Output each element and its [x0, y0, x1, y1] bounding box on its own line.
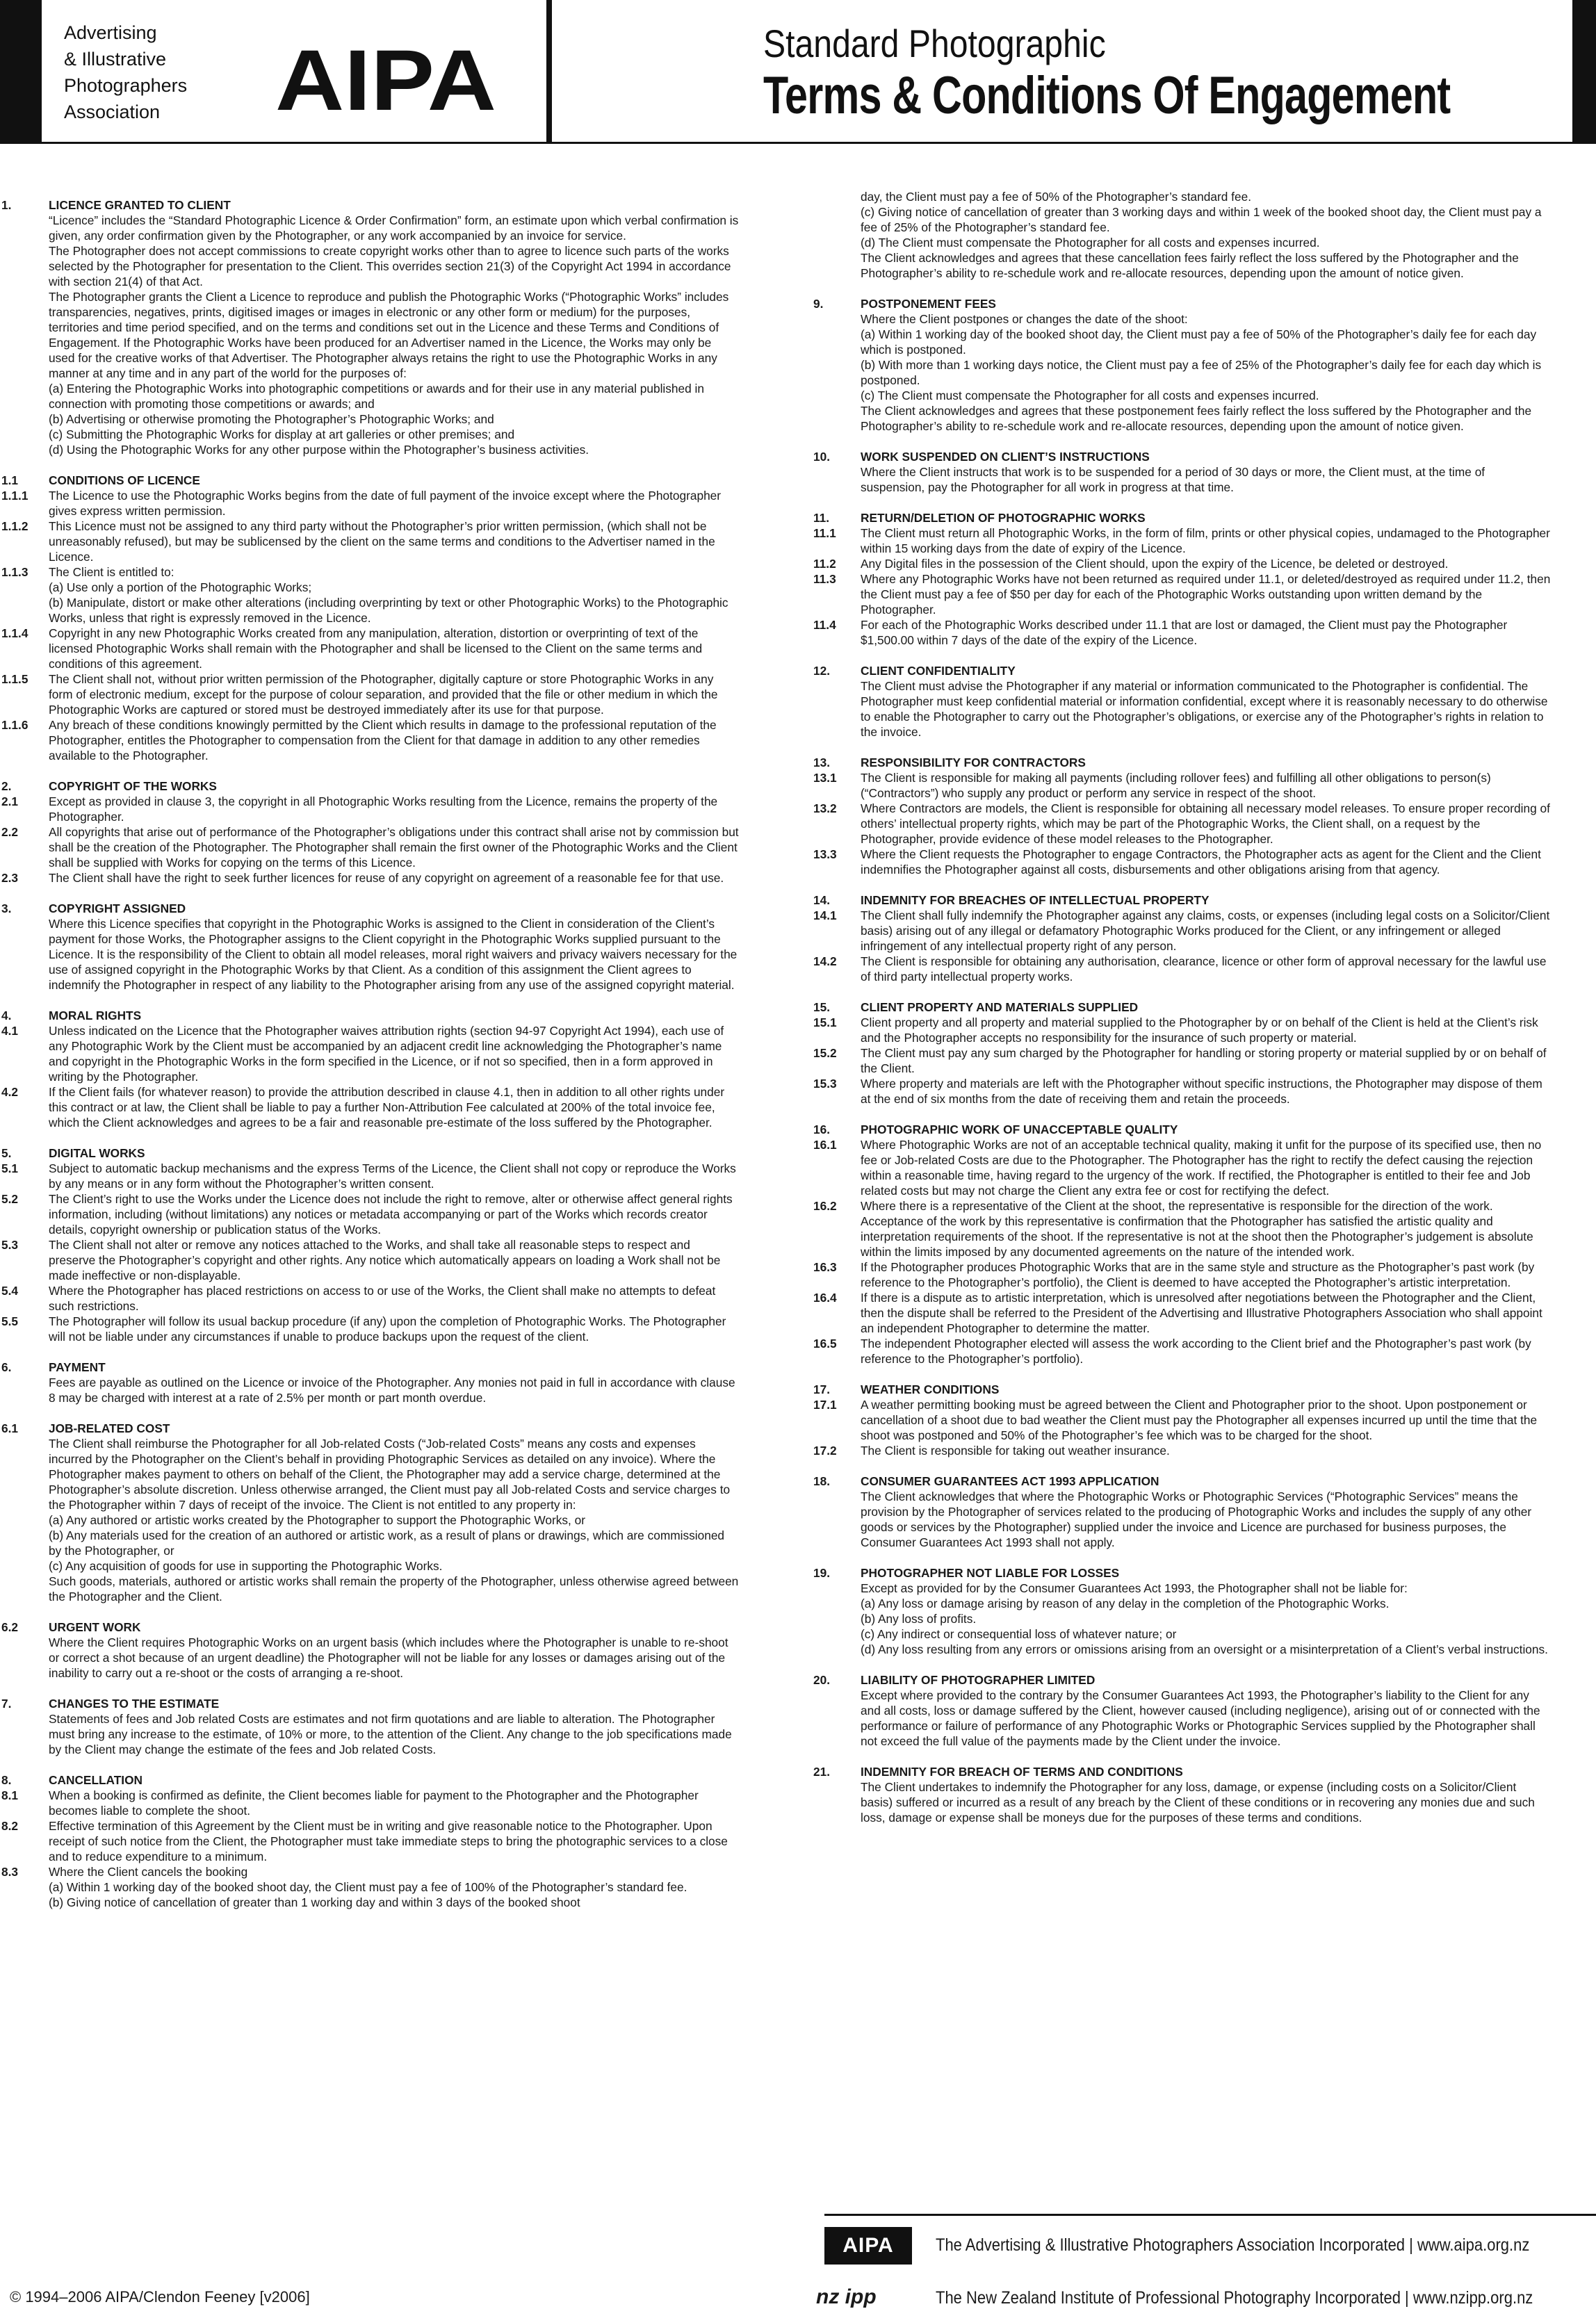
clause-number: 1.1	[1, 473, 19, 487]
clause-title: RESPONSIBILITY FOR CONTRACTORS	[861, 756, 1086, 769]
aipa-logo	[275, 46, 498, 113]
clause-paragraph: (b) With more than 1 working days notice, the Client must pay a fee of 25% of the Photographer’s daily fee for each day which is postponed.	[861, 358, 1542, 387]
clause-number: 6.	[1, 1360, 12, 1374]
clause-section	[813, 1672, 1552, 1749]
clause-title: CONDITIONS OF LICENCE	[49, 473, 200, 487]
clause-paragraph: (c) Submitting the Photographic Works for display at art galleries or other premises; and	[49, 427, 515, 441]
subclause-number: 16.3	[813, 1260, 837, 1274]
subclause	[813, 1259, 1552, 1290]
clause-paragraph: (d) The Client must compensate the Photographer for all costs and expenses incurred.	[861, 236, 1320, 250]
clause-paragraph: (a) Any loss or damage arising by reason of any delay in the completion of the Photographic Works.	[861, 1597, 1390, 1610]
footer-aipa-line: The Advertising & Illustrative Photographers Association Incorporated | www.aipa.org.nz	[936, 2235, 1530, 2255]
subclause-number: 5.1	[1, 1161, 19, 1175]
clause-paragraph: Such goods, materials, authored or artistic works shall remain the property of the Photographer, unless otherwise agreed between the Photographer and the Client.	[49, 1574, 739, 1604]
aipa-logo-text: AIPA	[275, 46, 496, 113]
clause-number: 18.	[813, 1474, 831, 1488]
clause-number: 17.	[813, 1382, 831, 1396]
clause-paragraph: The Client acknowledges that where the Photographic Works or Photographic Services (“Photographic Services” means the provision by the Photographer of services related to the producing of Photographic Works and includes the supply of any other goods or services by the Photographer) supplied under the invoice and Licence are purchased for business purposes, the Consumer Guarantees Act 1993 shall not apply.	[861, 1490, 1532, 1549]
subclause-text: The Client shall have the right to seek further licences for reuse of any copyright on agreement of a reasonable fee for that use.	[49, 871, 724, 885]
subclause-text: Copyright in any new Photographic Works created from any manipulation, alteration, distortion or overprinting of text of the licensed Photographic Works shall remain with the Photographer and shall be licensed to the Client on the same terms and conditions of this agreement.	[49, 626, 703, 671]
clause-heading	[1, 901, 740, 916]
subclause	[1, 626, 740, 671]
footer-aipa-logo: AIPA	[824, 2227, 912, 2265]
clause-heading	[1, 1360, 740, 1375]
subclause-number: 13.3	[813, 847, 837, 861]
subclause	[813, 770, 1552, 801]
clause-heading	[813, 663, 1552, 678]
clause-heading	[813, 755, 1552, 770]
subclause	[1, 1818, 740, 1864]
clause-section	[813, 189, 1552, 281]
subclause-number: 11.3	[813, 572, 836, 586]
subclause-number: 1.1.6	[1, 718, 28, 732]
subclause-number: 13.2	[813, 801, 837, 815]
clause-paragraph: The Client shall reimburse the Photographer for all Job-related Costs (“Job-related Costs” means any costs and expenses incurred by the Photographer on the Client’s behalf in providing Photographic Services as detailed on any invoice). Where the Photographer makes payment to others on behalf of the Client, the Photographer may add a service charge, determined at the Photographer’s absolute discretion. Unless otherwise arranged, the Client must pay all Job-related Costs and service charges to the Photographer within 7 days of receipt of the invoice. The Client is not entitled to any property in:	[49, 1437, 731, 1512]
doc-title-line1: Standard Photographic	[763, 22, 1106, 65]
subclause-text: The Client shall not, without prior written permission of the Photographer, digitally capture or store Photographic Works in any form of electronic medium, except for the purpose of colour separation, and provided that the file or other medium in which the Photographic Works are captured or stored must be destroyed immediately after its use for that purpose.	[49, 672, 718, 717]
clause-heading	[813, 1565, 1552, 1581]
subclause-text: The Client is responsible for making all payments (including rollover fees) and fulfilling all other obligations to person(s) (“Contractors”) who supply any product or perform any service in respect of the shoot.	[861, 771, 1491, 800]
subclause-text: The Licence to use the Photographic Works begins from the date of full payment of the invoice except where the Photographer gives express written permission.	[49, 489, 722, 518]
clause-section	[1, 1772, 740, 1910]
clause-title: JOB-RELATED COST	[49, 1421, 170, 1435]
subclause	[813, 571, 1552, 617]
clause-paragraph: Statements of fees and Job related Costs are estimates and not firm quotations and are liable to alteration. The Photographer must bring any increase to the estimate, of 10% or more, to the attention of the Client. Any change to the job specifications made by the Client may change the estimate of the fees and Job related Costs.	[49, 1712, 732, 1756]
clause-section	[813, 1382, 1552, 1458]
subclause	[1, 1314, 740, 1344]
clause-number: 12.	[813, 664, 831, 678]
clause-heading	[813, 1382, 1552, 1397]
clause-title: WORK SUSPENDED ON CLIENT’S INSTRUCTIONS	[861, 450, 1150, 464]
clause-number: 16.	[813, 1123, 831, 1136]
subclause	[1, 1084, 740, 1130]
clause-title: MORAL RIGHTS	[49, 1009, 142, 1022]
subclause-number: 15.3	[813, 1077, 837, 1091]
clause-title: RETURN/DELETION OF PHOTOGRAPHIC WORKS	[861, 511, 1146, 525]
org-name-line: & Illustrative	[64, 49, 167, 70]
clause-heading	[813, 296, 1552, 311]
clause-paragraph: (b) Any materials used for the creation of an authored or artistic work, as a result of plans or drawings, which are commissioned by the Photographer, or	[49, 1528, 725, 1558]
clause-paragraph: (d) Using the Photographic Works for any other purpose within the Photographer’s business activities.	[49, 443, 589, 457]
clause-section	[1, 1696, 740, 1757]
clause-section	[813, 1000, 1552, 1107]
clause-paragraph: Where this Licence specifies that copyright in the Photographic Works is assigned to the Client in consideration of the Client’s payment for those Works, the Photographer assigns to the Client copyright in the Photographic Works supplied pursuant to the Licence. It is the responsibility of the Client to obtain all model releases, moral right waivers and privacy waivers necessary for the use of assigned copyright in the Photographic Works by that Client. As a condition of this assignment the Client agrees to indemnify the Photographer in respect of any liability to the Photographer arising from any use of the assigned copyright material.	[49, 917, 738, 992]
clause-heading	[813, 1474, 1552, 1489]
subclause	[813, 801, 1552, 847]
clause-number: 10.	[813, 450, 831, 464]
clause-section	[813, 663, 1552, 740]
clause-paragraph: The Client acknowledges and agrees that these cancellation fees fairly reflect the loss suffered by the Photographer and the Photographer’s ability to re-schedule work and re-allocate resources, depending upon the amount of notice given.	[861, 251, 1519, 280]
clause-number: 7.	[1, 1697, 12, 1711]
subclause	[1, 1879, 740, 1895]
clause-section	[1, 901, 740, 993]
subclause-text: When a booking is confirmed as definite, the Client becomes liable for payment to the Photographer and the Photographer becomes liable to complete the shoot.	[49, 1788, 699, 1818]
subclause-text: Except as provided in clause 3, the copyright in all Photographic Works resulting from the Licence, remains the property of the Photographer.	[49, 794, 718, 824]
org-name-line: Photographers	[64, 75, 188, 96]
clause-title: LIABILITY OF PHOTOGRAPHER LIMITED	[861, 1673, 1096, 1687]
subclause-text: Effective termination of this Agreement by the Client must be in writing and give reasonable notice to the Photographer. Upon receipt of such notice from the Client, the Photographer must take immediate steps to bring the photographic services to a close and to reduce expenditure to a minimum.	[49, 1819, 728, 1863]
clause-section	[813, 1122, 1552, 1366]
subclause	[813, 1336, 1552, 1366]
subclause-number: 17.1	[813, 1398, 837, 1412]
clause-paragraph: Fees are payable as outlined on the Licence or invoice of the Photographer. Any monies not paid in full in accordance with clause 8 may be charged with interest at a rate of 2.5% per month or part month overdue.	[49, 1376, 735, 1405]
clause-title: CLIENT PROPERTY AND MATERIALS SUPPLIED	[861, 1000, 1139, 1014]
clause-paragraph: (c) Giving notice of cancellation of greater than 3 working days and within 1 week of the booked shoot day, the Client must pay a fee of 25% of the Photographer’s standard fee.	[861, 205, 1542, 234]
clause-section	[813, 755, 1552, 877]
clause-number: 6.2	[1, 1620, 19, 1634]
subclause-text: (a) Use only a portion of the Photographic Works;	[49, 580, 312, 594]
subclause-text: Where Contractors are models, the Client is responsible for obtaining all necessary model releases. To ensure proper recording of others’ intellectual property rights, which may be part of the Photographic Works, the Client shall, on a request by the Photographer, provide evidence of these model releases to the Photographer.	[861, 801, 1550, 846]
subclause-text: The Client shall not alter or remove any notices attached to the Works, and shall take all reasonable steps to respect and preserve the Photographer’s copyright and other rights. Any notice which automatically appears on loading a Work shall not be made ineffective or non-displayable.	[49, 1238, 721, 1282]
clause-title: DIGITAL WORKS	[49, 1146, 145, 1160]
clause-title: CANCELLATION	[49, 1773, 143, 1787]
subclause-text: The Client must return all Photographic Works, in the form of film, prints or other physical copies, undamaged to the Photographer within 15 working days from the date of expiry of the Licence.	[861, 526, 1550, 555]
clause-section	[813, 1764, 1552, 1825]
subclause	[813, 1045, 1552, 1076]
subclause-text: The Client is responsible for obtaining any authorisation, clearance, licence or other form of approval necessary for the lawful use of third party intellectual property works.	[861, 954, 1547, 984]
subclause-text: Subject to automatic backup mechanisms and the express Terms of the Licence, the Client shall not copy or reproduce the Works by any means or in any form without the Photographer’s written consent.	[49, 1161, 736, 1191]
clause-paragraph: The Client acknowledges and agrees that these postponement fees fairly reflect the loss suffered by the Photographer and the Photographer’s ability to re-schedule work and re-allocate resources, depending upon the amount of notice given.	[861, 404, 1532, 433]
org-name-line: Association	[64, 101, 161, 122]
clause-title: PHOTOGRAPHER NOT LIABLE FOR LOSSES	[861, 1566, 1120, 1580]
clause-heading	[813, 510, 1552, 525]
subclause-number: 11.4	[813, 618, 836, 632]
header-right-bar	[1572, 0, 1596, 143]
subclause-text: Where the Client requests the Photographer to engage Contractors, the Photographer acts as agent for the Client and the Client indemnifies the Photographer against all costs, disbursements and other obligations arising from that agency.	[861, 847, 1541, 876]
clause-number: 8.	[1, 1773, 12, 1787]
clause-section	[813, 510, 1552, 648]
subclause-text: Where property and materials are left with the Photographer without specific instructions, the Photographer may dispose of them at the end of six months from the date of receiving them and retain the proceeds.	[861, 1077, 1542, 1106]
clause-title: PAYMENT	[49, 1360, 106, 1374]
subclause-number: 1.1.3	[1, 565, 28, 579]
clause-paragraph: (c) Any indirect or consequential loss of whatever nature; or	[861, 1627, 1177, 1641]
subclause-number: 4.2	[1, 1085, 19, 1099]
clause-section	[1, 1145, 740, 1344]
subclause-text: If the Client fails (for whatever reason) to provide the attribution described in clause 4.1, then in addition to all other rights under this contract or at law, the Client shall be liable to pay a further Non-Attribution Fee calculated at 200% of the total invoice fee, which the Client acknowledges and agrees to be a fair and reasonable pre-estimate of the loss suffered by the Photographer.	[49, 1085, 725, 1129]
clause-title: INDEMNITY FOR BREACH OF TERMS AND CONDITIONS	[861, 1765, 1183, 1779]
clause-heading	[1, 473, 740, 488]
clause-paragraph: (a) Entering the Photographic Works into photographic competitions or awards and for their use in any material published in connection with promoting those competitions or awards; and	[49, 382, 704, 411]
clause-paragraph: Where the Client instructs that work is to be suspended for a period of 30 days or more, the Client must, at the time of suspension, pay the Photographer for all work in progress at that time.	[861, 465, 1485, 494]
subclause-number: 1.1.2	[1, 519, 28, 533]
subclause	[1, 1895, 740, 1910]
clause-section	[1, 1360, 740, 1405]
footer-rule	[824, 2214, 1596, 2216]
subclause-number: 8.3	[1, 1865, 19, 1879]
subclause-number: 1.1.4	[1, 626, 28, 640]
clause-paragraph: The Client undertakes to indemnify the Photographer for any loss, damage, or expense (including costs on a Solicitor/Client basis) suffered or incurred as a result of any breach by the Client of these conditions or in recovering any monies due and such loss, damage or expense shall be moneys due for the purposes of these terms and conditions.	[861, 1780, 1535, 1825]
copyright-notice: © 1994–2006 AIPA/Clendon Feeney [v2006]	[10, 2288, 310, 2306]
clause-paragraph: (c) Any acquisition of goods for use in supporting the Photographic Works.	[49, 1559, 443, 1573]
clause-paragraph: (b) Any loss of profits.	[861, 1612, 977, 1626]
subclause-text: The Photographer will follow its usual backup procedure (if any) upon the completion of Photographic Works. The Photographer will not be liable under any circumstances if unable to produce backups upon the request of the client.	[49, 1314, 726, 1344]
clause-section	[1, 473, 740, 763]
subclause-number: 1.1.5	[1, 672, 28, 686]
clause-paragraph: Where the Client requires Photographic Works on an urgent basis (which includes where the Photographer is unable to re-shoot or correct a shot because of an urgent deadline) the Photographer will not be liable for any losses or damages arising out of the inability to carry out a re-shoot or the costs of arranging a re-shoot.	[49, 1635, 728, 1680]
subclause-text: Unless indicated on the Licence that the Photographer waives attribution rights (section 94-97 Copyright Act 1994), each use of any Photographic Work by the Client must be accompanied by an adjacent credit line acknowledging the Photographer’s name and copyright in the Photographic Works in the form specified in the Licence, or if not so specified, then in a form approved in writing by the Photographer.	[49, 1024, 724, 1084]
clause-paragraph: day, the Client must pay a fee of 50% of the Photographer’s standard fee.	[861, 190, 1251, 204]
clause-section	[813, 892, 1552, 984]
subclause-text: If there is a dispute as to artistic interpretation, which is unresolved after negotiations between the Photographer and the Client, then the dispute shall be referred to the President of the Advertising and Illustrative Photographers Association who shall appoint an independent Photographer to determine the matter.	[861, 1291, 1542, 1335]
clause-section	[813, 1565, 1552, 1657]
header-rule	[0, 142, 1596, 144]
subclause-text: The Client must pay any sum charged by the Photographer for handling or storing property or material supplied by or on behalf of the Client.	[861, 1046, 1547, 1075]
clause-paragraph: The Photographer grants the Client a Licence to reproduce and publish the Photographic Works (“Photographic Works” includes transparencies, negatives, prints, digitised images or images in electronic or any other form or medium) for the purposes, territories and time period specified, and on the terms and conditions set out in the Licence and these Terms and Conditions of Engagement. If the Photographic Works have been produced for an Advertiser named in the Licence, the Works may only be used for the creative works of that Advertiser. The Photographer always retains the right to use the Photographic Works in any manner at any time and in any part of the world for the purposes of:	[49, 290, 729, 380]
clause-paragraph: The Photographer does not accept commissions to create copyright works other than to agree to licence such parts of the works selected by the Photographer for presentation to the Client. This overrides section 21(3) of the Copyright Act 1994 in accordance with section 21(4) of that Act.	[49, 244, 731, 288]
clause-title: INDEMNITY FOR BREACHES OF INTELLECTUAL PROPERTY	[861, 893, 1210, 907]
clause-title: POSTPONEMENT FEES	[861, 297, 996, 311]
clause-section	[1, 1421, 740, 1604]
clause-paragraph: Where the Client postpones or changes the date of the shoot:	[861, 312, 1188, 326]
subclause-number: 2.1	[1, 794, 19, 808]
header-divider	[546, 0, 552, 143]
right-column	[813, 189, 1552, 1841]
clause-heading	[1, 1696, 740, 1711]
subclause	[1, 870, 740, 886]
clause-paragraph: (c) The Client must compensate the Photographer for all costs and expenses incurred.	[861, 389, 1319, 402]
clause-heading	[813, 449, 1552, 464]
clause-heading	[1, 1421, 740, 1436]
subclause-number: 2.3	[1, 871, 19, 885]
subclause	[813, 908, 1552, 954]
clause-paragraph: (d) Any loss resulting from any errors or omissions arising from an oversight or a misinterpretation of a Client’s verbal instructions.	[861, 1642, 1548, 1656]
subclause-number: 5.5	[1, 1314, 19, 1328]
subclause	[1, 519, 740, 564]
clause-title: CLIENT CONFIDENTIALITY	[861, 664, 1016, 678]
clause-section	[813, 449, 1552, 495]
page-header	[0, 0, 1596, 143]
footer-nzipp-line: The New Zealand Institute of Professional Photography Incorporated | www.nzipp.org.nz	[936, 2288, 1533, 2308]
subclause-text: (a) Within 1 working day of the booked shoot day, the Client must pay a fee of 100% of the Photographer’s standard fee.	[49, 1880, 687, 1894]
subclause-number: 2.2	[1, 825, 19, 839]
clause-title: CHANGES TO THE ESTIMATE	[49, 1697, 220, 1711]
subclause	[813, 617, 1552, 648]
subclause-number: 17.2	[813, 1444, 837, 1458]
subclause-text: For each of the Photographic Works described under 11.1 that are lost or damaged, the Client must pay the Photographer $1,500.00 within 7 days of the date of the expiry of the Licence.	[861, 618, 1508, 647]
subclause-text: Any breach of these conditions knowingly permitted by the Client which results in damage to the professional reputation of the Photographer, entitles the Photographer to compensation from the Client for that damage in addition to any other remedies available to the Photographer.	[49, 718, 717, 762]
subclause	[1, 1283, 740, 1314]
subclause-text: Where the Client cancels the booking	[49, 1865, 248, 1879]
subclause	[1, 794, 740, 824]
clause-paragraph: The Client must advise the Photographer if any material or information communicated to the Photographer is confidential. The Photographer must keep confidential material or information confidential, except where it is reasonably necessary to do otherwise to enable the Photographer to carry out the Photographer’s obligations, or exercise any of the Photographer’s rights in relation to the invoice.	[861, 679, 1548, 739]
subclause-number: 5.3	[1, 1238, 19, 1252]
subclause-number: 15.1	[813, 1015, 837, 1029]
clause-paragraph: Except where provided to the contrary by the Consumer Guarantees Act 1993, the Photographer’s liability to the Client for any and all costs, loss or damage suffered by the Client, however caused (including negligence), arising out of or connected with the performance or failure of performance of any Photographic Works or Photographic Services supplied by the Photographer shall not exceed the full value of the payments made by the Client under the invoice.	[861, 1688, 1540, 1748]
clause-title: COPYRIGHT ASSIGNED	[49, 901, 186, 915]
footer-nzipp-logo: nz ipp	[816, 2285, 877, 2308]
clause-title: PHOTOGRAPHIC WORK OF UNACCEPTABLE QUALITY	[861, 1123, 1178, 1136]
header-left-bar	[0, 0, 42, 143]
clause-paragraph: (a) Any authored or artistic works created by the Photographer to support the Photographic Works, or	[49, 1513, 585, 1527]
subclause-number: 14.1	[813, 908, 837, 922]
clause-number: 20.	[813, 1673, 831, 1687]
subclause-text: Where Photographic Works are not of an acceptable technical quality, making it unfit for the purpose of its specified use, then no fee or Job-related Costs are due to the Photographer. The Photographer has the right to rectify the defect causing the rejection within a reasonable time, having regard to the urgency of the work. If rectified, the Photographer is entitled to their fee and Job related costs but may not charge the Client any extra fee or cost for rectifying the defect.	[861, 1138, 1542, 1198]
subclause	[1, 488, 740, 519]
subclause-number: 15.2	[813, 1046, 837, 1060]
subclause	[813, 525, 1552, 556]
left-column	[1, 197, 740, 1925]
clause-number: 2.	[1, 779, 12, 793]
subclause-text: The Client is responsible for taking out weather insurance.	[861, 1444, 1170, 1458]
clause-number: 9.	[813, 297, 824, 311]
subclause	[1, 1788, 740, 1818]
subclause	[1, 1191, 740, 1237]
clause-section	[1, 1008, 740, 1130]
subclause	[813, 1198, 1552, 1259]
subclause	[813, 847, 1552, 877]
subclause-text: Any Digital files in the possession of the Client should, upon the expiry of the Licence, be deleted or destroyed.	[861, 557, 1449, 571]
clause-number: 21.	[813, 1765, 831, 1779]
clause-title: URGENT WORK	[49, 1620, 141, 1634]
subclause	[813, 1290, 1552, 1336]
subclause-text: A weather permitting booking must be agreed between the Client and Photographer prior to the shoot. Upon postponement or cancellation of a shoot due to bad weather the Client must pay the Photographer all expenses incurred up until the time that the shoot was postponed and 50% of the Photographer’s fee which was to be charged for the shoot.	[861, 1398, 1538, 1442]
subclause-number: 8.1	[1, 1788, 19, 1802]
subclause	[813, 954, 1552, 984]
subclause	[813, 1137, 1552, 1198]
subclause	[1, 1237, 740, 1283]
clause-section	[1, 197, 740, 457]
subclause	[1, 717, 740, 763]
subclause-number: 4.1	[1, 1024, 19, 1038]
subclause-number: 16.5	[813, 1337, 837, 1351]
clause-paragraph: Except as provided for by the Consumer Guarantees Act 1993, the Photographer shall not be liable for:	[861, 1581, 1408, 1595]
clause-title: LICENCE GRANTED TO CLIENT	[49, 198, 231, 212]
org-name	[64, 19, 187, 125]
subclause	[1, 1023, 740, 1084]
subclause-text: Where the Photographer has placed restrictions on access to or use of the Works, the Client shall make no attempts to defeat such restrictions.	[49, 1284, 716, 1313]
clause-heading	[1, 1145, 740, 1161]
clause-section	[1, 1619, 740, 1681]
subclause-text: All copyrights that arise out of performance of the Photographer’s obligations under this contract shall arise not by commission but shall be the creation of the Photographer. The Photographer shall remain the first owner of the Photographic Works and the Client shall be supplied with Works for copying on the terms of this Licence.	[49, 825, 739, 870]
clause-title: WEATHER CONDITIONS	[861, 1382, 1000, 1396]
clause-paragraph: (a) Within 1 working day of the booked shoot day, the Client must pay a fee of 50% of the Photographer’s daily fee for each day which is postponed.	[861, 327, 1537, 357]
subclause	[1, 580, 740, 595]
subclause-number: 16.1	[813, 1138, 837, 1152]
clause-heading	[1, 197, 740, 213]
clause-section	[813, 1474, 1552, 1550]
clause-number: 5.	[1, 1146, 12, 1160]
subclause-text: The Client’s right to use the Works under the Licence does not include the right to remove, alter or otherwise affect general rights information, including (without limitations) any notices or metadata accompanying or part of the Works which records creator details, copyright ownership or publication status of the Works.	[49, 1192, 733, 1237]
clause-heading	[813, 1764, 1552, 1779]
clause-number: 1.	[1, 198, 12, 212]
subclause	[1, 595, 740, 626]
clause-paragraph: (b) Advertising or otherwise promoting the Photographer’s Photographic Works; and	[49, 412, 494, 426]
org-name-line: Advertising	[64, 22, 157, 43]
subclause-text: Client property and all property and material supplied to the Photographer by or on behalf of the Client is held at the Client’s risk and the Photographer accepts no responsibility for the insurance of such property or material.	[861, 1015, 1538, 1045]
subclause	[813, 1443, 1552, 1458]
clause-section	[813, 296, 1552, 434]
clause-heading	[813, 892, 1552, 908]
clause-heading	[1, 1008, 740, 1023]
subclause	[1, 1161, 740, 1191]
subclause-text: The Client is entitled to:	[49, 565, 174, 579]
clause-number: 6.1	[1, 1421, 19, 1435]
subclause-text: This Licence must not be assigned to any third party without the Photographer’s prior written permission, (which shall not be unreasonably refused), but may be sublicensed by the client on the same terms and conditions to the Advertiser named in the Licence.	[49, 519, 715, 564]
clause-heading	[1, 778, 740, 794]
subclause-text: (b) Giving notice of cancellation of greater than 1 working day and within 3 days of the booked shoot	[49, 1895, 580, 1909]
subclause-text: If the Photographer produces Photographic Works that are in the same style and structure as the Photographer’s past work (by reference to the Photographer’s portfolio), the Client is deemed to have accepted the Photographer’s artistic interpretation.	[861, 1260, 1535, 1289]
subclause-number: 11.2	[813, 557, 836, 571]
clause-number: 4.	[1, 1009, 12, 1022]
clause-number: 15.	[813, 1000, 831, 1014]
subclause-text: (b) Manipulate, distort or make other alterations (including overprinting by text or other Photographic Works) to the Photographic Works, unless that right is expressly removed in the Licence.	[49, 596, 728, 625]
subclause-text: The independent Photographer elected will assess the work according to the Client brief and the Photographer’s past work (by reference to the Photographer’s portfolio).	[861, 1337, 1531, 1366]
clause-section	[1, 778, 740, 886]
subclause	[1, 824, 740, 870]
clause-number: 3.	[1, 901, 12, 915]
subclause	[1, 671, 740, 717]
subclause-text: Where there is a representative of the Client at the shoot, the representative is responsible for the direction of the work. Acceptance of the work by this representative is confirmation that the Photographer has satisfied the artistic quality and interpretation requirements of the shoot. If the representative is not at the shoot then the Photographer’s judgement is absolute within the limits imposed by any documented agreements on the nature of the intended work.	[861, 1199, 1533, 1259]
subclause-number: 16.2	[813, 1199, 837, 1213]
clause-number: 14.	[813, 893, 831, 907]
clause-number: 13.	[813, 756, 831, 769]
subclause-number: 5.2	[1, 1192, 19, 1206]
clause-title: CONSUMER GUARANTEES ACT 1993 APPLICATION	[861, 1474, 1159, 1488]
subclause-text: The Client shall fully indemnify the Photographer against any claims, costs, or expenses (including legal costs on a Solicitor/Client basis) arising out of any illegal or defamatory Photographic Works produced for the Client, or any infringement or alleged infringement of any intellectual property right of any person.	[861, 908, 1550, 953]
subclause-number: 16.4	[813, 1291, 837, 1305]
clause-heading	[813, 1122, 1552, 1137]
subclause	[813, 1015, 1552, 1045]
clause-paragraph: “Licence” includes the “Standard Photographic Licence & Order Confirmation” form, an estimate upon which verbal confirmation is given, any order confirmation given by the Photographer, or any work accompanied by an invoice for service.	[49, 213, 739, 243]
subclause	[1, 564, 740, 580]
clause-number: 11.	[813, 511, 830, 525]
subclause	[813, 556, 1552, 571]
clause-heading	[1, 1619, 740, 1635]
doc-title-line2: Terms & Conditions Of Engagement	[763, 66, 1451, 125]
clause-heading	[813, 1000, 1552, 1015]
subclause	[1, 1864, 740, 1879]
subclause	[813, 1076, 1552, 1107]
subclause-number: 8.2	[1, 1819, 19, 1833]
subclause-text: Where any Photographic Works have not been returned as required under 11.1, or deleted/destroyed as required under 11.2, then the Client must pay a fee of $50 per day for each of the Photographic Works outstanding upon written demand by the Photographer.	[861, 572, 1551, 617]
subclause-number: 1.1.1	[1, 489, 28, 503]
clause-heading	[1, 1772, 740, 1788]
subclause-number: 13.1	[813, 771, 837, 785]
subclause-number: 11.1	[813, 526, 836, 540]
clause-number: 19.	[813, 1566, 831, 1580]
subclause	[813, 1397, 1552, 1443]
clause-heading	[813, 1672, 1552, 1688]
clause-title: COPYRIGHT OF THE WORKS	[49, 779, 217, 793]
subclause-number: 14.2	[813, 954, 837, 968]
subclause-number: 5.4	[1, 1284, 19, 1298]
